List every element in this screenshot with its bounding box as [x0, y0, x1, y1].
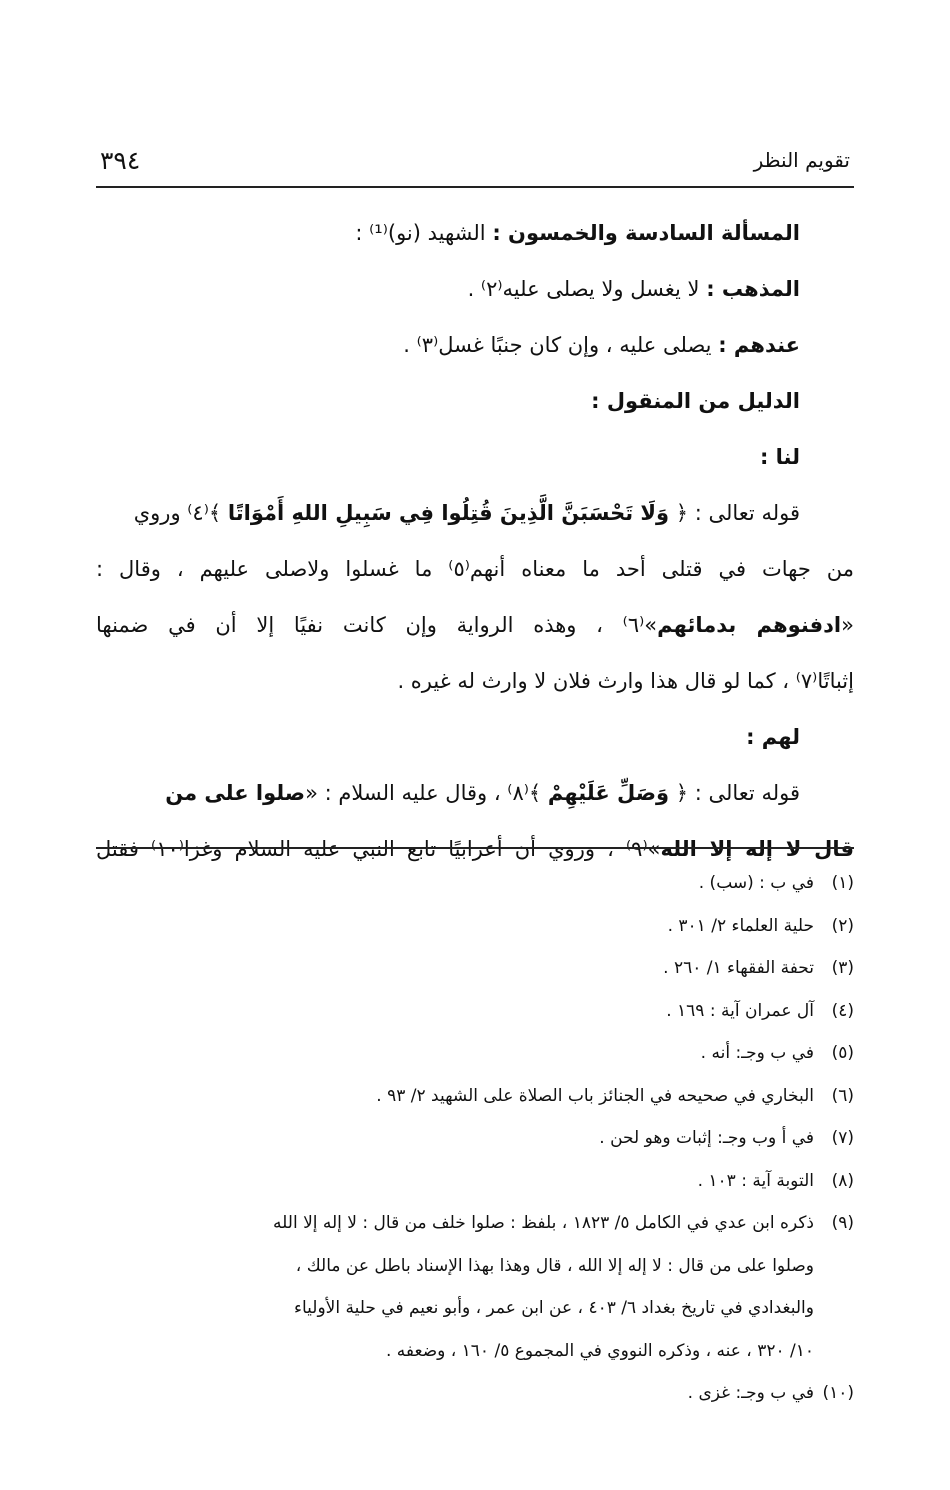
- paragraph-text: »⁽٩⁾ ، وروي أن أعرابيًا تابع النبي عليه السلام وغزا⁽١٠⁾ فقتل: [96, 837, 661, 861]
- footnote-continuation: ١٠/ ٣٢٠ ، عنه ، وذكره النووي في المجموع ٥/ ١٦٠ ، وضعفه .: [385, 1340, 814, 1361]
- our-evidence-heading: لنا :: [759, 445, 800, 469]
- madhab-text: لا يغسل ولا يصلى عليه⁽٢⁾ .: [467, 277, 707, 301]
- opponents-text: يصلى عليه ، وإن كان جنبًا غسل⁽٣⁾ .: [403, 333, 719, 357]
- footnote-text: في أ وب وجـ: إثبات وهو لحن .: [599, 1128, 814, 1148]
- madhab-line: [96, 261, 854, 317]
- footnote-number: (٦): [831, 1085, 854, 1106]
- footnote-continuation: وصلوا على من قال : لا إله إلا الله ، قال وهذا بهذا الإسناد باطل عن مالك ،: [295, 1255, 814, 1276]
- footnote-number: (٣): [831, 958, 854, 978]
- footnote-text: في ب : (سب) .: [698, 873, 814, 893]
- footnote: [96, 1032, 854, 1075]
- paragraph-line: إثباتًا⁽٧⁾ ، كما لو قال هذا وارث فلان لا وارث له غيره .: [397, 669, 854, 693]
- verse-intro: قوله تعالى : ﴿: [669, 781, 800, 805]
- footnote: [96, 905, 854, 948]
- footnote-continuation: والبغدادي في تاريخ بغداد ٦/ ٤٠٣ ، عن ابن عمر ، وأبو نعيم في حلية الأولياء: [293, 1298, 814, 1318]
- issue-subject: الشهيد (نو)⁽¹⁾ :: [355, 221, 493, 245]
- hadith-quote: صلوا على من: [165, 781, 306, 805]
- footnote: [96, 862, 854, 905]
- footnote-divider: [96, 847, 854, 849]
- footnote-number: (٢): [831, 915, 854, 936]
- footnote-text: آل عمران آية : ١٦٩ .: [666, 1000, 814, 1021]
- footnote-number: (١): [831, 873, 854, 893]
- footnotes: [96, 862, 854, 1415]
- evidence-heading: الدليل من المنقول :: [591, 389, 800, 413]
- footnote: [96, 947, 854, 990]
- footnote-text: تحفة الفقهاء ١/ ٢٦٠ .: [663, 958, 814, 978]
- footnote: [96, 990, 854, 1033]
- hadith-quote: ادفنوهم بدمائهم: [657, 613, 842, 637]
- footnote-text: في ب وجـ: غزى .: [687, 1383, 814, 1403]
- footnote-text: البخاري في صحيحه في الجنائز باب الصلاة على الشهيد ٢/ ٩٣ .: [376, 1085, 814, 1106]
- opponents-label: عندهم :: [718, 333, 800, 357]
- footnote-text: في ب وجـ: أنه .: [700, 1043, 814, 1063]
- main-text: [96, 205, 854, 877]
- paragraph-line: [96, 485, 854, 541]
- hadith-quote: قال لا إله إلا الله: [660, 837, 854, 861]
- paragraph-line: [96, 597, 854, 653]
- footnote: [96, 1202, 854, 1245]
- paragraph-text: ﴾⁽٨⁾ ، وقال عليه السلام : «: [305, 781, 548, 805]
- paragraph-line: [96, 765, 854, 821]
- page-header: [96, 140, 854, 188]
- paragraph-line: من جهات في قتلى أحد ما معناه أنهم⁽٥⁾ ما غسلوا ولاصلى عليهم ، وقال :: [96, 557, 854, 581]
- running-title: تقويم النظر: [753, 148, 850, 172]
- quran-verse: وَلَا تَحْسَبَنَّ الَّذِينَ قُتِلُوا فِي سَبِيلِ اللهِ أَمْوَاتًا: [227, 501, 670, 525]
- page-number: ٣٩٤: [100, 146, 141, 175]
- footnote-text: حلية العلماء ٢/ ٣٠١ .: [667, 915, 814, 936]
- verse-intro: قوله تعالى : ﴿: [669, 501, 800, 525]
- footnote-text: ذكره ابن عدي في الكامل ٥/ ١٨٢٣ ، بلفظ : صلوا خلف من قال : لا إله إلا الله: [273, 1213, 814, 1233]
- madhab-label: المذهب :: [706, 277, 800, 301]
- footnote-number: (١٠): [822, 1383, 854, 1403]
- quran-verse: وَصَلِّ عَلَيْهِمْ: [547, 781, 670, 805]
- footnote-number: (٤): [831, 1000, 854, 1021]
- footnote: [96, 1117, 854, 1160]
- footnote: [96, 1372, 854, 1415]
- footnote-number: (٧): [831, 1128, 854, 1148]
- footnote-number: (٨): [831, 1170, 854, 1191]
- footnote: [96, 1075, 854, 1118]
- their-evidence-heading: لهم :: [746, 725, 800, 749]
- quote-open: «: [841, 613, 854, 637]
- verse-tail: ﴾⁽٤⁾ وروي: [133, 501, 228, 525]
- footnote: [96, 1160, 854, 1203]
- footnote-text: التوبة آية : ١٠٣ .: [697, 1170, 814, 1191]
- footnote-number: (٩): [831, 1213, 854, 1233]
- paragraph-text: »⁽٦⁾ ، وهذه الرواية وإن كانت نفيًا إلا أن في ضمنها: [96, 613, 658, 637]
- issue-title: المسألة السادسة والخمسون :: [492, 221, 800, 245]
- opponents-line: [96, 317, 854, 373]
- footnote-number: (٥): [831, 1043, 854, 1063]
- issue-title-line: [96, 205, 854, 261]
